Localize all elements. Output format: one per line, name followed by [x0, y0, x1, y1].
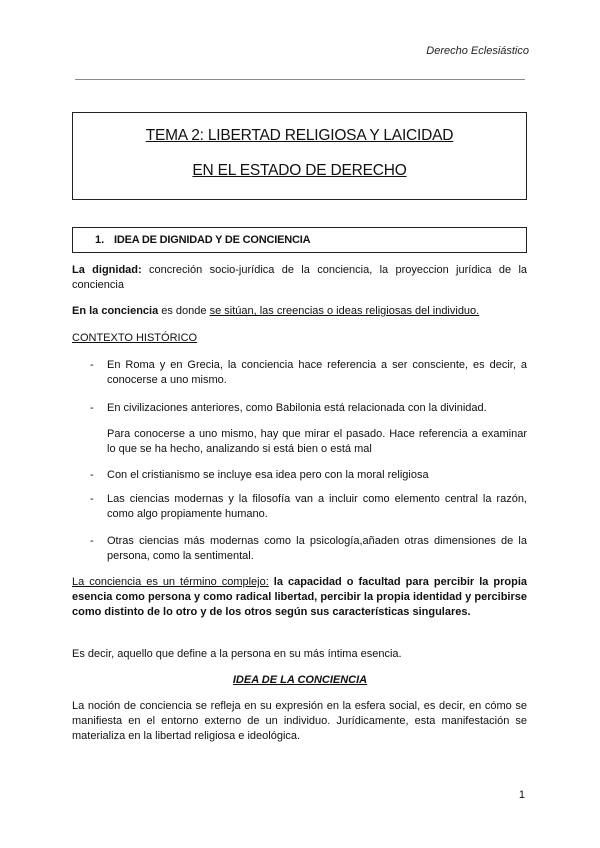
dignidad-label: La dignidad:	[72, 264, 142, 276]
title-line-2: EN EL ESTADO DE DERECHO	[192, 162, 407, 179]
dignidad-text: concreción socio-jurídica de la conciencia, la proyeccion jurídica de la conciencia	[72, 264, 528, 291]
list-item-text: Las ciencias modernas y la filosofía van a incluir como elemento central la razón, como algo propiamente humano.	[107, 493, 527, 520]
page-number: 1	[518, 789, 525, 801]
conciencia-text: es donde	[158, 305, 210, 317]
context-heading: CONTEXTO HISTÓRICO	[72, 332, 198, 344]
list-dash: -	[90, 402, 94, 414]
section-heading-box	[72, 227, 527, 253]
conciencia-underlined-text: se sitúan, las creencias o ideas religiosas del individuo.	[209, 305, 480, 317]
list-item-text: Otras ciencias más modernas como la psicología,añaden otras dimensiones de la persona, como la sentimental.	[107, 535, 527, 562]
list-item-text: En Roma y en Grecia, la conciencia hace referencia a ser consciente, es decir, a conocerse a uno mismo.	[107, 359, 527, 386]
list-dash: -	[90, 493, 94, 505]
complejo-underlined: La conciencia es un término complejo:	[72, 576, 269, 588]
paragraph-complejo	[72, 575, 527, 620]
list-sub-paragraph-text: Para conocerse a uno mismo, hay que mirar el pasado. Hace referencia a examinar lo que se ha hecho, analizando si está bien o está mal	[107, 428, 527, 455]
subheading-idea-conciencia: IDEA DE LA CONCIENCIA	[232, 674, 368, 686]
paragraph-conciencia	[72, 304, 527, 319]
list-item-text: En civilizaciones anteriores, como Babilonia está relacionada con la divinidad.	[107, 402, 487, 414]
header-divider	[75, 79, 525, 80]
paragraph-nocion: La noción de conciencia se refleja en su expresión en la esfera social, es decir, en cómo se manifiesta en el entorno externo de un individuo. Jurídicamente, esta manifestación se materializa en la libertad religiosa e ideológica.	[72, 700, 527, 742]
list-dash: -	[90, 535, 94, 547]
header-label: Derecho Eclesiástico	[426, 45, 529, 57]
paragraph-dignidad	[72, 263, 527, 293]
section-title: IDEA DE DIGNIDAD Y DE CONCIENCIA	[114, 234, 311, 246]
complejo-bold: la capacidad o facultad para percibir la propia esencia como persona y como radical libertad, percibir la propia identidad y percibirse como distinto de lo otro y de los otros según sus características singulares.	[72, 576, 527, 618]
list-dash: -	[90, 469, 94, 481]
list-item-text: Con el cristianismo se incluye esa idea pero con la moral religiosa	[107, 469, 429, 481]
section-number: 1.	[95, 234, 105, 246]
paragraph-es-decir: Es decir, aquello que define a la persona en su más íntima esencia.	[72, 648, 402, 660]
title-box	[72, 112, 527, 200]
title-line-1: TEMA 2: LIBERTAD RELIGIOSA Y LAICIDAD	[145, 127, 454, 144]
conciencia-label: En la conciencia	[72, 305, 159, 317]
list-dash: -	[90, 359, 94, 371]
